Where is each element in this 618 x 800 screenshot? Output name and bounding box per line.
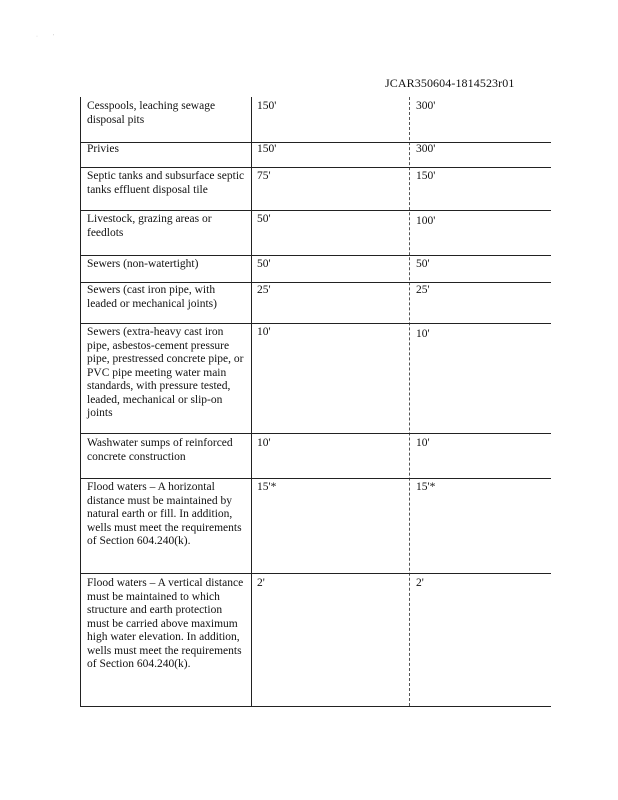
row-source: Septic tanks and subsurface septic tanks effluent disposal tile [87,170,245,196]
setback-distance-table [80,97,551,707]
row-distance-b: 150' [416,170,436,182]
row-distance-a: 15'* [257,481,277,493]
row-distance-a: 150' [257,143,277,155]
row-distance-b: 300' [416,143,436,155]
scan-specks: · ' [36,34,55,40]
row-source: Washwater sumps of reinforced concrete construction [87,437,233,463]
row-distance-a: 2' [257,577,265,589]
row-source: Sewers (cast iron pipe, with leaded or mechanical joints) [87,284,217,310]
row-source: Flood waters – A horizontal distance must be maintained by natural earth or fill. In addition, wells must meet the requirements of Section 604.240(k). [87,481,242,547]
row-source: Flood waters – A vertical distance must be maintained to which structure and earth protection must be carried above maximum high water elevation. In addition, wells must meet the requirements of Section 604.240(k). [87,577,244,670]
table-row [81,324,551,432]
row-source: Livestock, grazing areas or feedlots [87,213,212,239]
row-source: Sewers (extra-heavy cast iron pipe, asbestos-cement pressure pipe, prestressed concrete pipe, or PVC pipe meeting water main standards, with pressure tested, leaded, mechanical or slip-on joints [87,326,244,419]
table-row [81,256,551,282]
table-row [81,283,551,323]
row-distance-a: 150' [257,100,277,112]
table-row [81,168,551,210]
table-row [81,574,551,704]
row-distance-b: 10' [416,437,430,449]
table-row [81,143,551,168]
table-row [81,434,551,478]
row-distance-a: 50' [257,213,271,225]
row-distance-b: 25' [416,284,430,296]
row-distance-b: 300' [416,100,436,112]
row-distance-b: 100' [416,215,436,227]
row-source: Privies [87,143,119,155]
row-distance-b: 10' [416,328,430,340]
table-row [81,479,551,573]
table-row [81,97,551,142]
row-distance-a: 50' [257,258,271,270]
row-distance-a: 10' [257,326,271,338]
row-source: Cesspools, leaching sewage disposal pits [87,100,216,126]
row-distance-b: 2' [416,577,424,589]
table-row [81,211,551,255]
row-distance-b: 15'* [416,481,436,493]
row-source: Sewers (non-watertight) [87,258,199,270]
document-id: JCAR350604-1814523r01 [385,76,515,90]
row-distance-a: 10' [257,437,271,449]
row-distance-a: 75' [257,170,271,182]
row-distance-a: 25' [257,284,271,296]
row-distance-b: 50' [416,258,430,270]
